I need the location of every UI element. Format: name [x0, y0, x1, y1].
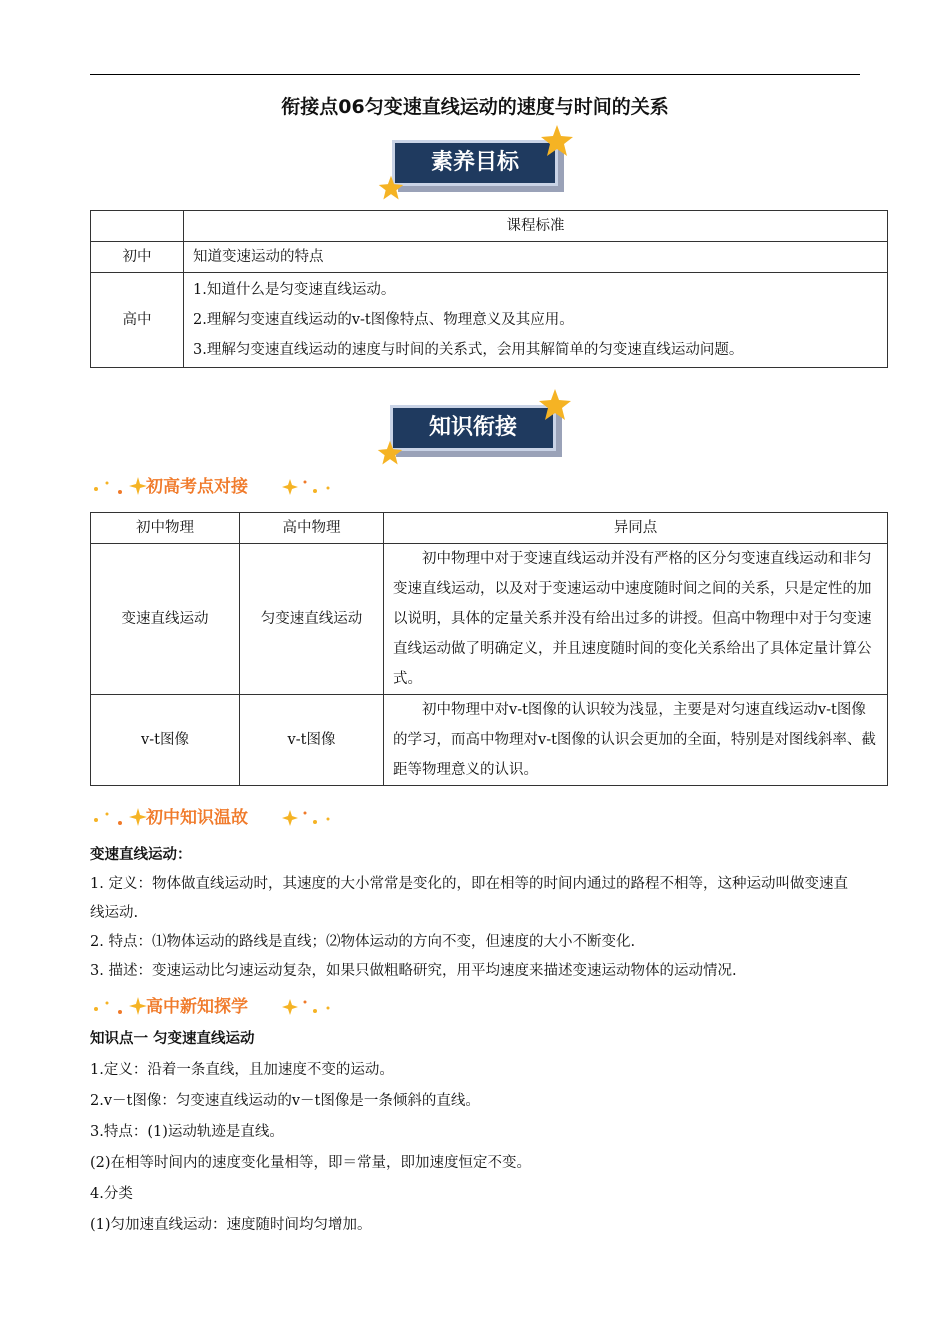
review-line: 1. 定义：物体做直线运动时，其速度的大小常常是变化的，即在相等的时间内通过的路程不相等，这种运动叫做变速直线运动.: [90, 876, 848, 921]
banner-knowledge-label: 知识衔接: [428, 415, 517, 440]
review-line: 3. 描述：变速运动比匀速运动复杂，如果只做粗略研究，用平均速度来描述变速运动物体的运动情况.: [90, 963, 737, 979]
review-heading: 变速直线运动：: [90, 847, 192, 863]
explore-heading: 知识点一 匀变速直线运动: [90, 1031, 255, 1047]
star-icon: [540, 124, 574, 158]
explore-line: (2)在相等时间内的速度变化量相等，即＝常量，即加速度恒定不变。: [90, 1155, 532, 1171]
table-row: 变速直线运动 匀变速直线运动 初中物理中对于变速直线运动并没有严格的区分匀变速直线运动和非匀变速直线运动，以及对于变速运动中速度随时间之间的关系，只是定性的加以说明，具体的定量关系并没有给出过多的讲授。但高中物理中对于匀变速直线运动做了明确定义，并且速度随时间的变化关系给出了具体定量计算公式。: [91, 544, 888, 695]
header-rule: [90, 74, 860, 75]
banner-knowledge: [390, 405, 562, 455]
review-line: 2. 特点：⑴物体运动的路线是直线；⑵物体运动的方向不变，但速度的大小不断变化.: [90, 934, 636, 950]
section-tag-explore: 高中新知探学: [90, 994, 340, 1020]
explore-line: 2.v－t图像：匀变速直线运动的v－t图像是一条倾斜的直线。: [90, 1093, 480, 1109]
table-row: v-t图像 v-t图像 初中物理中对v-t图像的认识较为浅显，主要是对匀速直线运动v-t图像的学习，而高中物理对v-t图像的认识会更加的全面，特别是对图线斜率、截距等物理意义的认识。: [91, 695, 888, 786]
section-tag-review: 初中知识温故: [90, 805, 340, 831]
table-row: 高中 1.知道什么是匀变速直线运动。 2.理解匀变速直线运动的v-t图像特点、物理意义及其应用。 3.理解匀变速直线运动的速度与时间的关系式，会用其解简单的匀变速直线运动问题。: [91, 273, 888, 368]
banner-goals: [392, 140, 564, 190]
explore-section: [90, 1024, 860, 1241]
explore-line: 3.特点：(1)运动轨迹是直线。: [90, 1124, 284, 1140]
table-row: 初中 知道变速运动的特点: [91, 242, 888, 273]
explore-line: 4.分类: [90, 1186, 133, 1202]
page-title: 衔接点06匀变速直线运动的速度与时间的关系: [281, 96, 669, 118]
explore-line: 1.定义：沿着一条直线，且加速度不变的运动。: [90, 1062, 394, 1078]
standards-header: 课程标准: [184, 211, 888, 242]
compare-table: 初中物理 高中物理 异同点 变速直线运动 匀变速直线运动 初中物理中对于变速直线运动并没有严格的区分匀变速直线运动和非匀变速直线运动，以及对于变速运动中速度随时间之间的关系，只是定性的加以说明，具体的定量关系并没有给出过多的讲授。但高中物理中对于匀变速直线运动做了明确定义，并且速度随时间的变化关系给出了具体定量计算公式。 v-t图像 v-t图像 初中物理中对v-t图像的认识较为浅显，主要是对匀速直线运动v-t图像的学习，而高中物理对v-t图像的认识会更加的全面，特别是对图线斜率、截距等物理意义的认识。: [90, 512, 888, 786]
section-tag-compare: 初高考点对接: [90, 474, 340, 500]
star-icon: [538, 388, 572, 422]
review-section: [90, 841, 860, 986]
standards-table: [90, 210, 888, 368]
star-icon: [378, 175, 404, 201]
banner-goals-label: 素养目标: [430, 150, 519, 175]
explore-line: (1)匀加速直线运动：速度随时间均匀增加。: [90, 1217, 372, 1233]
star-icon: [377, 440, 403, 466]
